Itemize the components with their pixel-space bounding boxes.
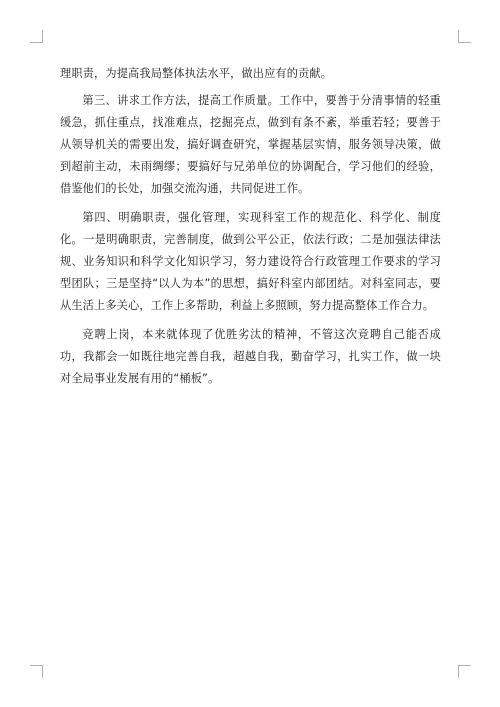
crop-mark-bottom-right: [458, 665, 471, 678]
paragraph-work-methods: 第三、讲求工作方法，提高工作质量。工作中，要善于分清事情的轻重缓急，抓住重点，找准难点，挖掘亮点，做到有条不紊，举重若轻；要善于从领导机关的需要出发，搞好调查研究，掌握基层实情，服务领导决策，做到超前主动，未雨绸缪；要搞好与兄弟单位的协调配合，学习他们的经验，借鉴他们的长处，加强交流沟通，共同促进工作。: [60, 94, 441, 195]
crop-mark-top-left: [30, 30, 43, 43]
document-body: [60, 63, 441, 397]
paragraph-continuation: 理职责，为提高我局整体执法水平，做出应有的贡献。: [60, 67, 333, 80]
paragraph-conclusion: 竞聘上岗，本来就体现了优胜劣汰的精神，不管这次竞聘自己能否成功，我都会一如既往地完善自我，超越自我，勤奋学习，扎实工作，做一块对全局事业发展有用的“桶板”。: [60, 328, 441, 385]
paragraph-responsibilities: 第四、明确职责，强化管理，实现科室工作的规范化、科学化、制度化。一是明确职责，完善制度，做到公平公正，依法行政；二是加强法律法规、业务知识和科学文化知识学习，努力建设符合行政管理工作要求的学习型团队；三是坚持“以人为本”的思想，搞好科室内部团结。对科室同志，要从生活上多关心，工作上多帮助，利益上多照顾，努力提高整体工作合力。: [60, 211, 441, 312]
crop-mark-bottom-left: [30, 665, 43, 678]
crop-mark-top-right: [458, 30, 471, 43]
